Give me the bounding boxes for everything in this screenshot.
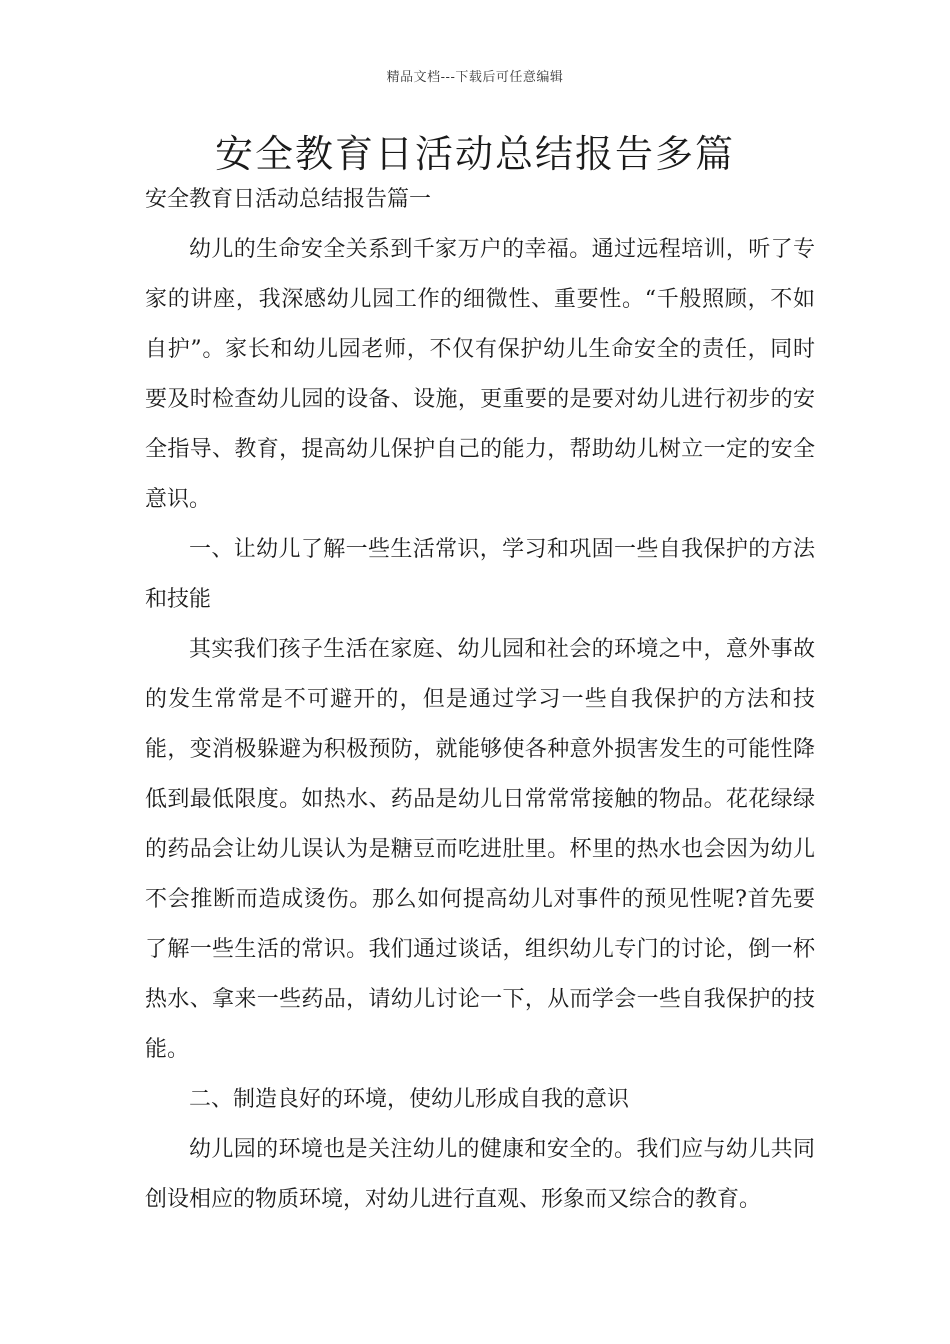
document-body	[145, 175, 815, 1225]
section-subtitle: 安全教育日活动总结报告篇一	[145, 187, 432, 212]
section-heading-2: 二、制造良好的环境，使幼儿形成自我的意识	[189, 1087, 630, 1112]
document-title: 安全教育日活动总结报告多篇	[214, 132, 735, 176]
header-note: 精品文档---下载后可任意编辑	[386, 70, 564, 85]
section-heading-1: 一、让幼儿了解一些生活常识，学习和巩固一些自我保护的方法和技能	[145, 537, 815, 612]
paragraph-intro: 幼儿的生命安全关系到千家万户的幸福。通过远程培训，听了专家的讲座，我深感幼儿园工作的细微性、重要性。“千般照顾，不如自护”。家长和幼儿园老师，不仅有保护幼儿生命安全的责任，同时要及时检查幼儿园的设备、设施，更重要的是要对幼儿进行初步的安全指导、教育，提高幼儿保护自己的能力，帮助幼儿树立一定的安全意识。	[145, 237, 815, 512]
paragraph-2: 幼儿园的环境也是关注幼儿的健康和安全的。我们应与幼儿共同创设相应的物质环境，对幼儿进行直观、形象而又综合的教育。	[145, 1137, 815, 1212]
paragraph-1: 其实我们孩子生活在家庭、幼儿园和社会的环境之中，意外事故的发生常常是不可避开的，但是通过学习一些自我保护的方法和技能，变消极躲避为积极预防，就能够使各种意外损害发生的可能性降低到最低限度。如热水、药品是幼儿日常常常接触的物品。花花绿绿的药品会让幼儿误认为是糖豆而吃进肚里。杯里的热水也会因为幼儿不会推断而造成烫伤。那么如何提高幼儿对事件的预见性呢?首先要了解一些生活的常识。我们通过谈话，组织幼儿专门的讨论，倒一杯热水、拿来一些药品，请幼儿讨论一下，从而学会一些自我保护的技能。	[145, 637, 815, 1062]
